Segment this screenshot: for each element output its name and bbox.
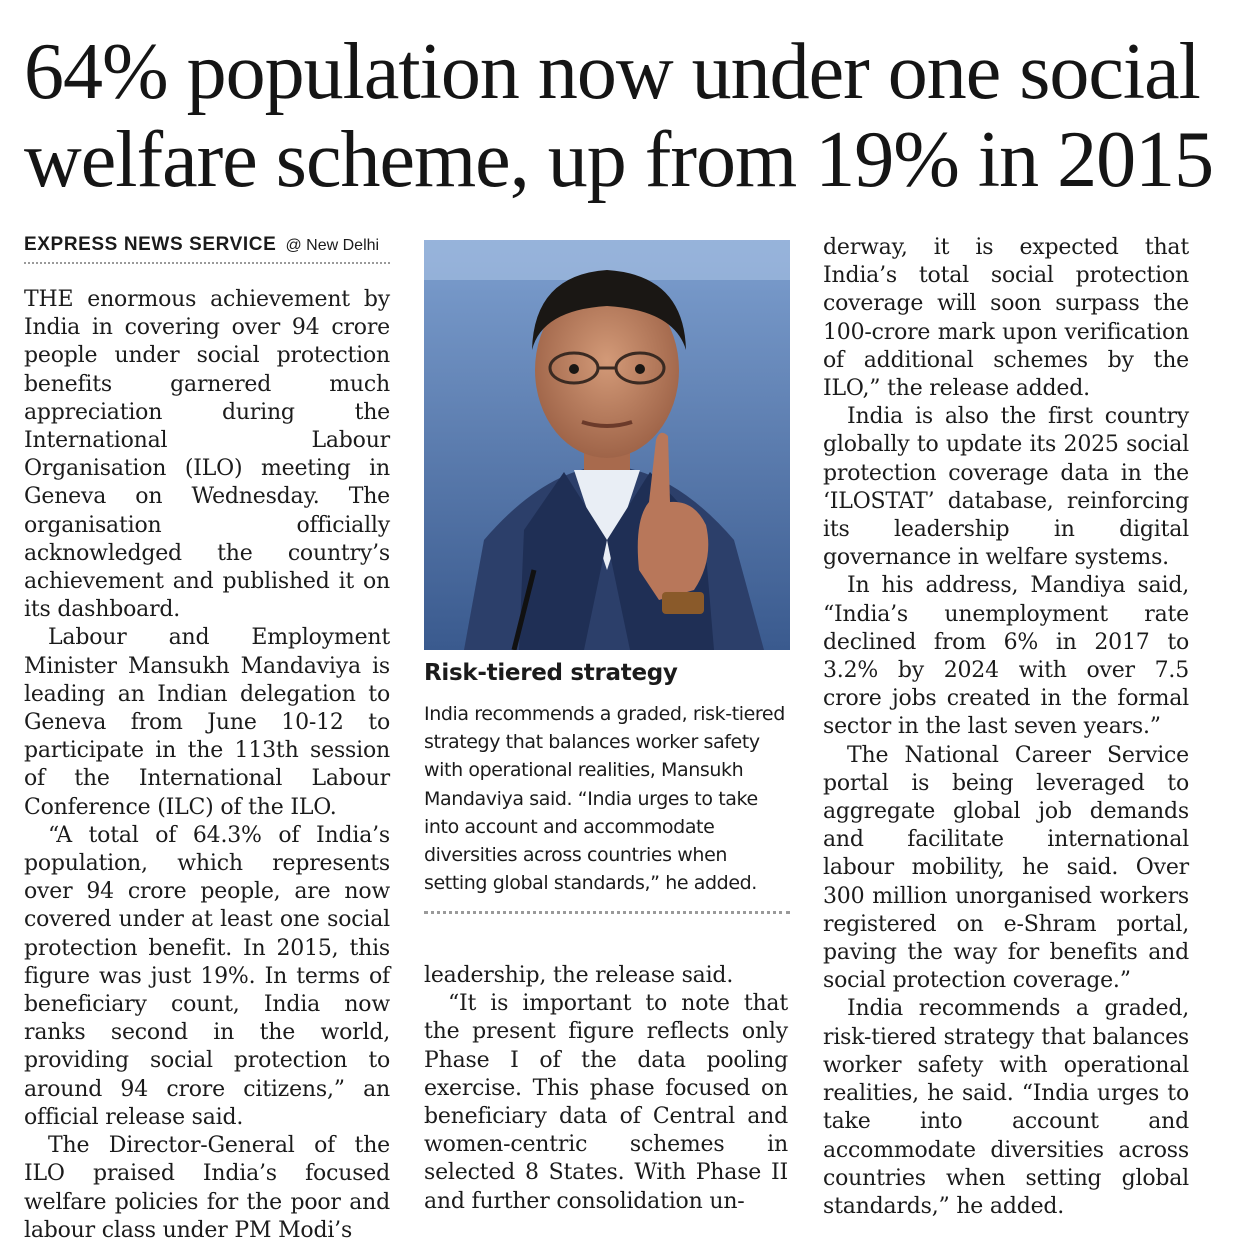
headline: 64% population now under one social welfare scheme, up from 19% in 2015	[24, 28, 1214, 204]
paragraph: India is also the first country globally to update its 2025 social protection coverage data in the ‘ILOSTAT’ database, reinforcing its leadership in digital governance in welfare systems.	[823, 404, 1189, 571]
byline-agency: EXPRESS NEWS SERVICE	[24, 234, 277, 255]
paragraph: The Director-General of the ILO praised India’s focused welfare policies for the poor and labour class under PM Modi’s	[24, 1133, 390, 1243]
paragraph: “It is important to note that the present figure reflects only Phase I of the data pooling exercise. This phase focused on beneficiary data of Central and women-centric schemes in selected 8 States. With Phase II and further consolidation un-	[424, 991, 788, 1214]
byline-dateline: @ New Delhi	[285, 237, 380, 254]
callout-title: Risk-tiered strategy	[424, 660, 678, 686]
callout-body: India recommends a graded, risk-tiered strategy that balances worker safety with operational realities, Mansukh Mandaviya said. “India urges to take into account and accommodate diversities across countries when setting global standards,” he added.	[424, 703, 785, 895]
article-column-3	[823, 234, 1189, 1221]
paragraph: leadership, the release said.	[424, 963, 734, 988]
article-column-1	[24, 286, 390, 1245]
minister-photo	[424, 240, 790, 650]
paragraph: In his address, Mandiya said, “India’s unemployment rate declined from 6% in 2017 to 3.2% by 2024 with over 7.5 crore jobs created in the formal sector in the last seven years.”	[823, 573, 1189, 740]
byline	[24, 234, 390, 264]
paragraph: derway, it is expected that India’s total social protection coverage will soon surpass the 100-crore mark upon verification of additional schemes by the ILO,” the release added.	[823, 235, 1189, 402]
paragraph: “A total of 64.3% of India’s population, which represents over 94 crore people, are now covered under at least one social protection benefit. In 2015, this figure was just 19%. In terms of beneficiary count, India now ranks second in the world, providing social protection to around 94 crore citizens,” an official release said.	[24, 822, 390, 1130]
paragraph: The National Career Service portal is being leveraged to aggregate global job demands and facilitate international labour mobility, he said. Over 300 million unorganised workers registered on e-Shram portal, paving the way for benefits and social protection coverage.”	[823, 742, 1189, 994]
paragraph: Labour and Employment Minister Mansukh Mandaviya is leading an Indian delegation to Geneva from June 10-12 to participate in the 113th session of the International Labour Conference (ILC) of the ILO.	[24, 625, 390, 820]
person-photo-icon	[424, 240, 790, 650]
paragraph: India recommends a graded, risk-tiered strategy that balances worker safety with operational realities, he said. “India urges to take into account and accommodate diversities across countries when setting global standards,” he added.	[823, 996, 1189, 1219]
callout-box	[424, 656, 790, 914]
paragraph: THE enormous achievement by India in covering over 94 crore people under social protection benefits garnered much appreciation during the International Labour Organisation (ILO) meeting in Geneva on Wednesday. The organisation officially acknowledged the country’s achievement and published it on its dashboard.	[24, 287, 390, 623]
article-column-2	[424, 962, 788, 1216]
